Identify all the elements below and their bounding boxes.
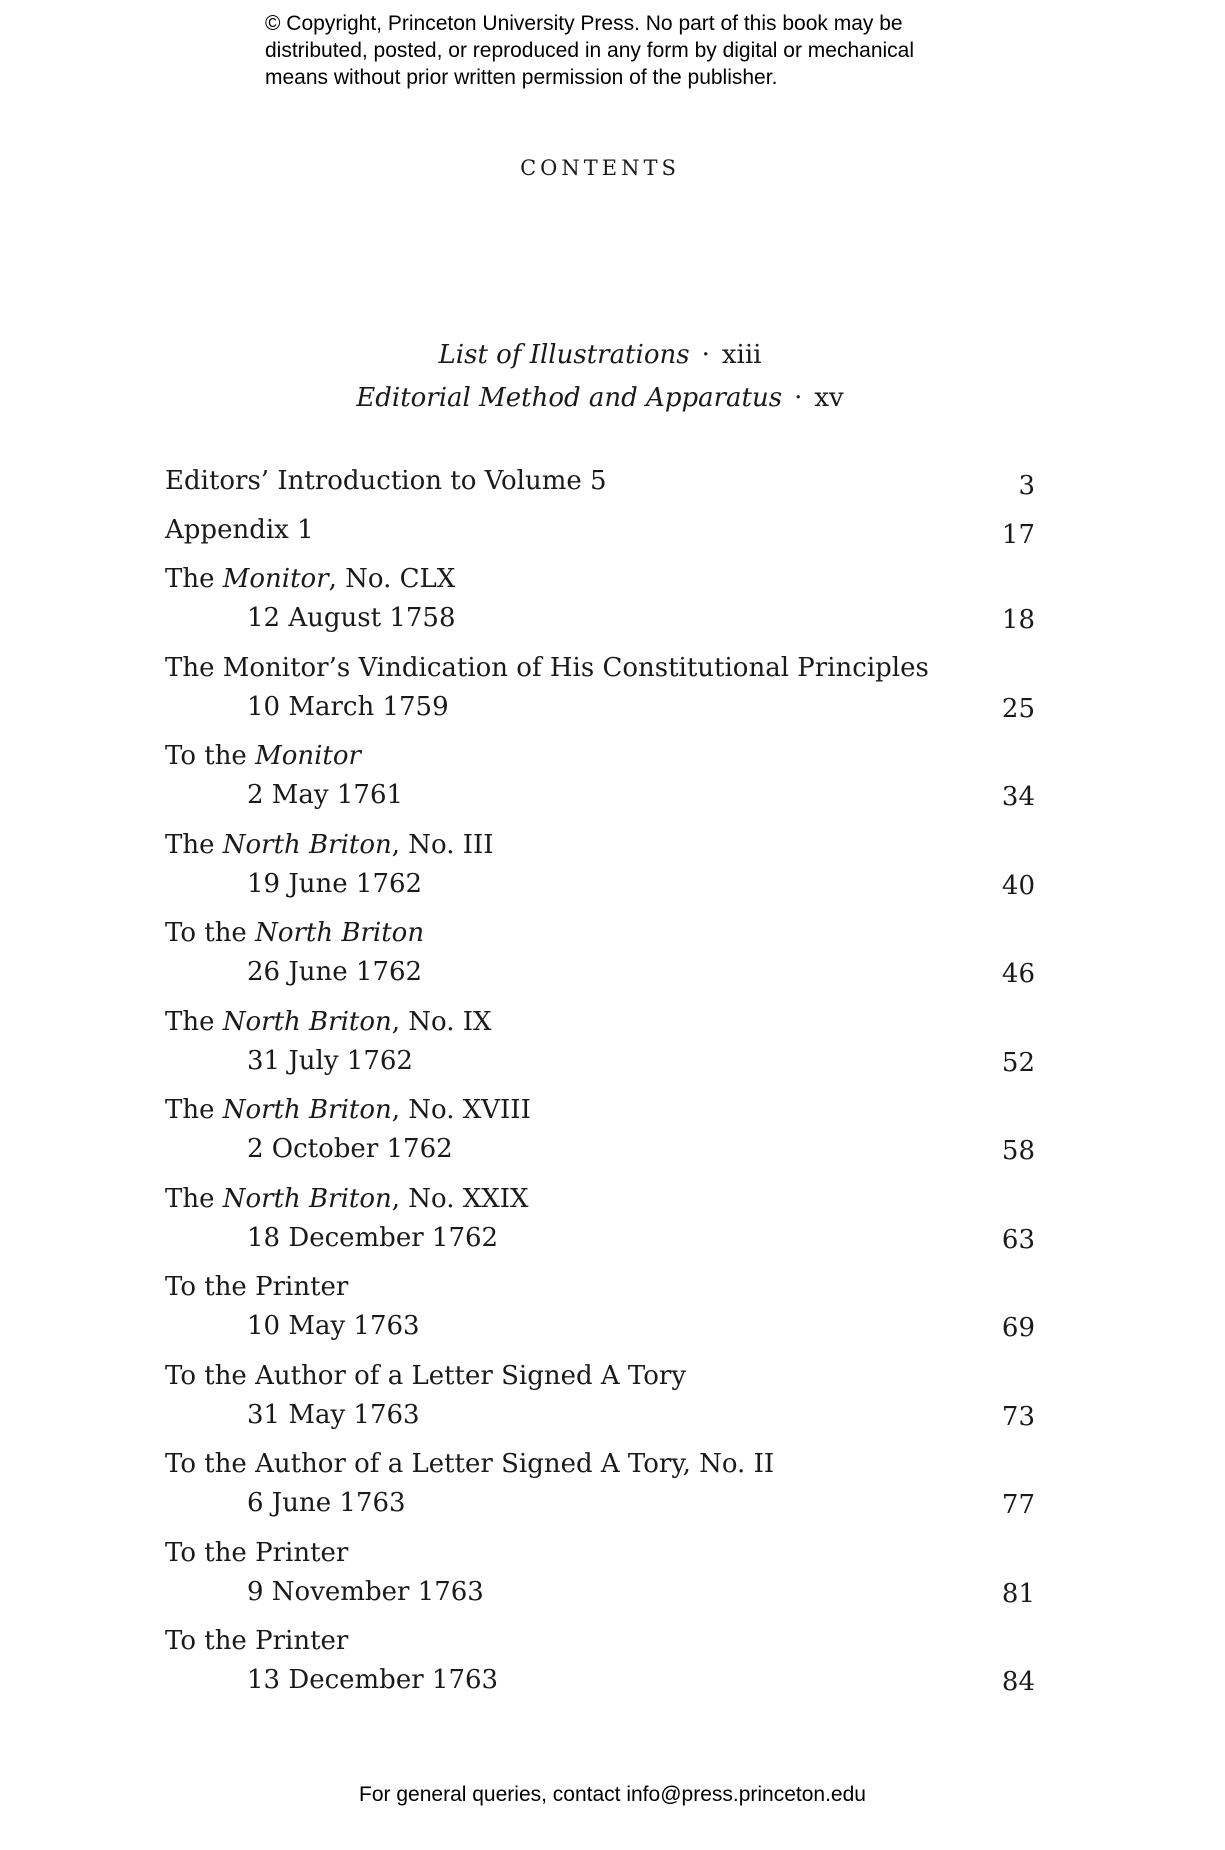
toc-entry-title-text: To the Printer [165, 1626, 349, 1656]
toc-entry-title [165, 1361, 686, 1391]
toc-entry-title-suffix: , No. IX [391, 1006, 492, 1037]
toc-entry-date: 10 March 1759 [247, 691, 449, 722]
toc-entry-date: 18 December 1762 [247, 1222, 499, 1253]
toc-entry-title [165, 1626, 348, 1656]
front-matter-entry[interactable] [0, 340, 1200, 370]
toc-entry-title [165, 830, 494, 860]
toc-entry-date: 10 May 1763 [247, 1311, 420, 1341]
contents-heading: CONTENTS [520, 156, 680, 180]
toc-entry-page: 3 [1018, 471, 1035, 501]
toc-entry[interactable] [165, 918, 1035, 1007]
toc-entry-title-suffix: , No. XXIX [391, 1183, 529, 1214]
front-matter-page: xv [814, 383, 844, 413]
toc-entry-title [165, 1184, 529, 1214]
toc-entry-page: 18 [1001, 605, 1035, 635]
toc-entry-title [165, 564, 455, 594]
toc-entry[interactable] [165, 515, 1035, 564]
toc-entry-title-text: To the [165, 741, 256, 771]
toc-entry-page: 63 [1001, 1224, 1035, 1255]
copyright-line: distributed, posted, or reproduced in any form by digital or mechanical [265, 39, 915, 62]
toc-entry[interactable] [165, 1449, 1035, 1538]
toc-entry[interactable] [165, 830, 1035, 919]
toc-entry-date: 26 June 1762 [247, 957, 423, 987]
toc-entry-title-italic: Monitor [222, 564, 329, 594]
toc-entry-page: 40 [1001, 870, 1035, 901]
toc-entry-page: 84 [1001, 1667, 1035, 1697]
toc-entry[interactable] [165, 564, 1035, 653]
copyright-line: means without prior written permission of the publisher. [265, 66, 778, 89]
toc-entry-page: 69 [1001, 1313, 1035, 1343]
toc-entry-title-text: The [165, 564, 223, 594]
toc-entry-title-text: To the Printer [165, 1537, 349, 1568]
toc-entry[interactable] [165, 653, 1035, 742]
toc-entry-page: 25 [1001, 693, 1035, 724]
copyright-notice [265, 10, 1025, 91]
toc-entry-date: 2 October 1762 [247, 1134, 453, 1164]
table-of-contents [165, 466, 1035, 1715]
toc-entry-title-italic: North Briton [222, 1183, 392, 1214]
toc-entry-title-text: The [165, 1095, 223, 1125]
toc-entry-title [165, 918, 424, 948]
toc-entry[interactable] [165, 1272, 1035, 1361]
toc-entry-title-text: The [165, 829, 223, 860]
toc-entry-date: 2 May 1761 [247, 780, 404, 810]
toc-entry[interactable] [165, 466, 1035, 515]
toc-entry[interactable] [165, 1361, 1035, 1450]
toc-entry-title-italic: North Briton [222, 1095, 392, 1125]
toc-entry-title-text: The Monitor’s Vindication of His Constitutional Principles [165, 652, 929, 683]
toc-entry-title [165, 653, 929, 683]
toc-entry[interactable] [165, 1095, 1035, 1184]
toc-entry-title-suffix: , No. III [391, 829, 494, 860]
front-matter-entry[interactable] [0, 383, 1200, 413]
toc-entry[interactable] [165, 1184, 1035, 1273]
toc-entry-title-text: The [165, 1183, 223, 1214]
toc-entry-title-italic: North Briton [255, 918, 425, 948]
toc-entry-title-text: To the [165, 918, 256, 948]
toc-entry[interactable] [165, 1538, 1035, 1627]
toc-entry-title [165, 1538, 348, 1568]
toc-entry[interactable] [165, 1007, 1035, 1096]
toc-entry-page: 77 [1001, 1490, 1035, 1520]
toc-entry-page: 81 [1001, 1578, 1035, 1609]
front-matter-title: List of Illustrations [438, 340, 690, 370]
toc-entry-page: 52 [1001, 1047, 1035, 1078]
toc-entry-title [165, 1095, 531, 1125]
toc-entry-title-italic: Monitor [255, 741, 361, 771]
footer-contact: For general queries, contact info@press.princeton.edu [359, 1783, 866, 1806]
toc-entry-title-text: To the Author of a Letter Signed A Tory, No. II [165, 1449, 775, 1479]
toc-entry[interactable] [165, 1626, 1035, 1715]
toc-entry-title-italic: North Briton [222, 829, 392, 860]
toc-entry-page: 58 [1001, 1136, 1035, 1166]
toc-entry-date: 19 June 1762 [247, 868, 423, 899]
toc-entry-title-text: The [165, 1006, 223, 1037]
toc-entry-title-text: To the Author of a Letter Signed A Tory [165, 1360, 687, 1391]
toc-entry-title [165, 1449, 774, 1479]
toc-entry-title-suffix: , No. XVIII [391, 1095, 531, 1125]
separator-dot: · [701, 340, 710, 370]
toc-entry-title [165, 741, 361, 771]
toc-entry-date: 9 November 1763 [247, 1576, 484, 1607]
toc-entry-page: 34 [1001, 782, 1035, 812]
toc-entry-title-suffix: , No. CLX [328, 564, 456, 594]
front-matter-title: Editorial Method and Apparatus [356, 383, 783, 413]
toc-entry-date: 31 July 1762 [247, 1045, 413, 1076]
toc-entry-title [165, 1007, 492, 1037]
toc-entry-page: 17 [1001, 520, 1035, 550]
toc-entry-title [165, 1272, 348, 1302]
toc-entry-title-text: To the Printer [165, 1272, 349, 1302]
toc-entry-page: 46 [1001, 959, 1035, 989]
toc-entry-date: 31 May 1763 [247, 1399, 420, 1430]
toc-entry-date: 12 August 1758 [247, 603, 456, 633]
front-matter-page: xiii [721, 340, 762, 370]
toc-entry-page: 73 [1001, 1401, 1035, 1432]
toc-entry-date: 6 June 1763 [247, 1488, 406, 1518]
toc-entry-title: Appendix 1 [165, 515, 314, 545]
separator-dot: · [794, 383, 803, 413]
toc-entry[interactable] [165, 741, 1035, 830]
toc-entry-date: 13 December 1763 [247, 1665, 499, 1695]
copyright-line: © Copyright, Princeton University Press. No part of this book may be [265, 12, 903, 35]
toc-entry-title: Editors’ Introduction to Volume 5 [165, 466, 607, 496]
toc-entry-title-italic: North Briton [222, 1006, 392, 1037]
